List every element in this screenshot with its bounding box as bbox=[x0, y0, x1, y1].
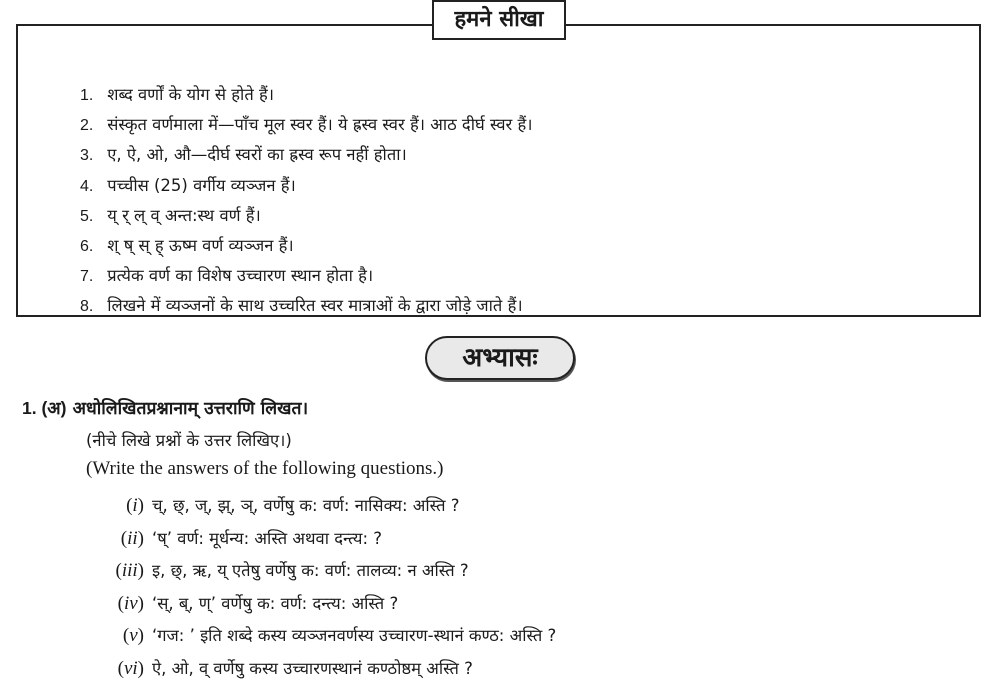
item-text: श् ष् स् ह् ऊष्म वर्ण व्यञ्जन हैं। bbox=[107, 235, 294, 255]
item-text: ऐ, ओ, व् वर्णेषु कस्य उच्चारणस्थानं कण्ठोष्ठम् अस्ति ? bbox=[152, 658, 473, 678]
question-number: 1. (अ) bbox=[22, 398, 67, 418]
item-label: (vi) bbox=[117, 657, 144, 679]
summary-item bbox=[80, 80, 533, 110]
item-number: 3. bbox=[80, 147, 94, 165]
item-text: ‘गज: ’ इति शब्दे कस्य व्यञ्जनवर्णस्य उच्चारण-स्थानं कण्ठ: अस्ति ? bbox=[152, 626, 557, 645]
summary-item bbox=[80, 110, 533, 140]
question-item bbox=[60, 653, 556, 686]
question-item bbox=[60, 523, 556, 556]
question-item bbox=[60, 490, 556, 523]
item-text: प्रत्येक वर्ण का विशेष उच्चारण स्थान होता है। bbox=[107, 266, 374, 286]
summary-box bbox=[16, 24, 981, 317]
summary-item bbox=[80, 171, 533, 201]
item-label: (v) bbox=[122, 625, 144, 646]
item-text: शब्द वर्णों के योग से होते हैं। bbox=[107, 85, 274, 104]
item-label: (iii) bbox=[115, 560, 144, 581]
item-label: (iv) bbox=[117, 592, 144, 614]
item-number: 1. bbox=[80, 87, 94, 104]
item-number: 7. bbox=[80, 268, 94, 286]
summary-item bbox=[80, 261, 533, 291]
question-instruction: अधोलिखितप्रश्नानाम् उत्तराणि लिखत। bbox=[72, 399, 309, 419]
item-number: 6. bbox=[80, 237, 94, 255]
item-label: (i) bbox=[126, 495, 144, 516]
item-text: ए, ऐ, ओ, औ—दीर्घ स्वरों का ह्रस्व रूप नहीं होता। bbox=[107, 145, 407, 165]
summary-item bbox=[80, 231, 533, 261]
question-item bbox=[60, 588, 556, 621]
hindi-translation: (नीचे लिखे प्रश्नों के उत्तर लिखिए।) bbox=[86, 431, 292, 450]
item-number: 4. bbox=[80, 177, 94, 195]
item-number: 8. bbox=[80, 298, 94, 316]
item-text: ‘स्, ब्, ण्’ वर्णेषु क: वर्ण: दन्त्य: अस्ति ? bbox=[152, 593, 399, 613]
item-label: (ii) bbox=[120, 527, 144, 549]
item-text: ‘ष्’ वर्ण: मूर्धन्य: अस्ति अथवा दन्त्य: ? bbox=[152, 528, 383, 548]
question-items bbox=[60, 490, 556, 685]
english-translation: (Write the answers of the following questions.) bbox=[86, 458, 444, 479]
summary-list bbox=[80, 80, 533, 322]
summary-item bbox=[80, 140, 533, 170]
item-text: पच्चीस (25) वर्गीय व्यञ्जन हैं। bbox=[107, 175, 296, 195]
summary-item bbox=[80, 291, 533, 321]
item-text: च्, छ्, ज्, झ्, ञ्, वर्णेषु क: वर्ण: नासिक्य: अस्ति ? bbox=[152, 496, 460, 515]
item-number: 5. bbox=[80, 207, 94, 225]
question-heading bbox=[22, 396, 308, 420]
exercise-title: अभ्यासः bbox=[425, 336, 575, 380]
item-text: संस्कृत वर्णमाला में—पाँच मूल स्वर हैं। ये ह्रस्व स्वर हैं। आठ दीर्घ स्वर हैं। bbox=[107, 115, 533, 135]
summary-title: हमने सीखा bbox=[432, 0, 566, 40]
question-item bbox=[60, 555, 556, 588]
item-text: इ, छ्, ऋ, य् एतेषु वर्णेषु क: वर्ण: तालव्य: न अस्ति ? bbox=[152, 561, 469, 580]
item-text: य् र् ल् व् अन्त:स्थ वर्ण हैं। bbox=[107, 205, 261, 225]
question-item bbox=[60, 620, 556, 653]
item-number: 2. bbox=[80, 117, 94, 135]
summary-item bbox=[80, 201, 533, 231]
item-text: लिखने में व्यञ्जनों के साथ उच्चरित स्वर मात्राओं के द्वारा जोड़े जाते हैं। bbox=[107, 296, 523, 316]
